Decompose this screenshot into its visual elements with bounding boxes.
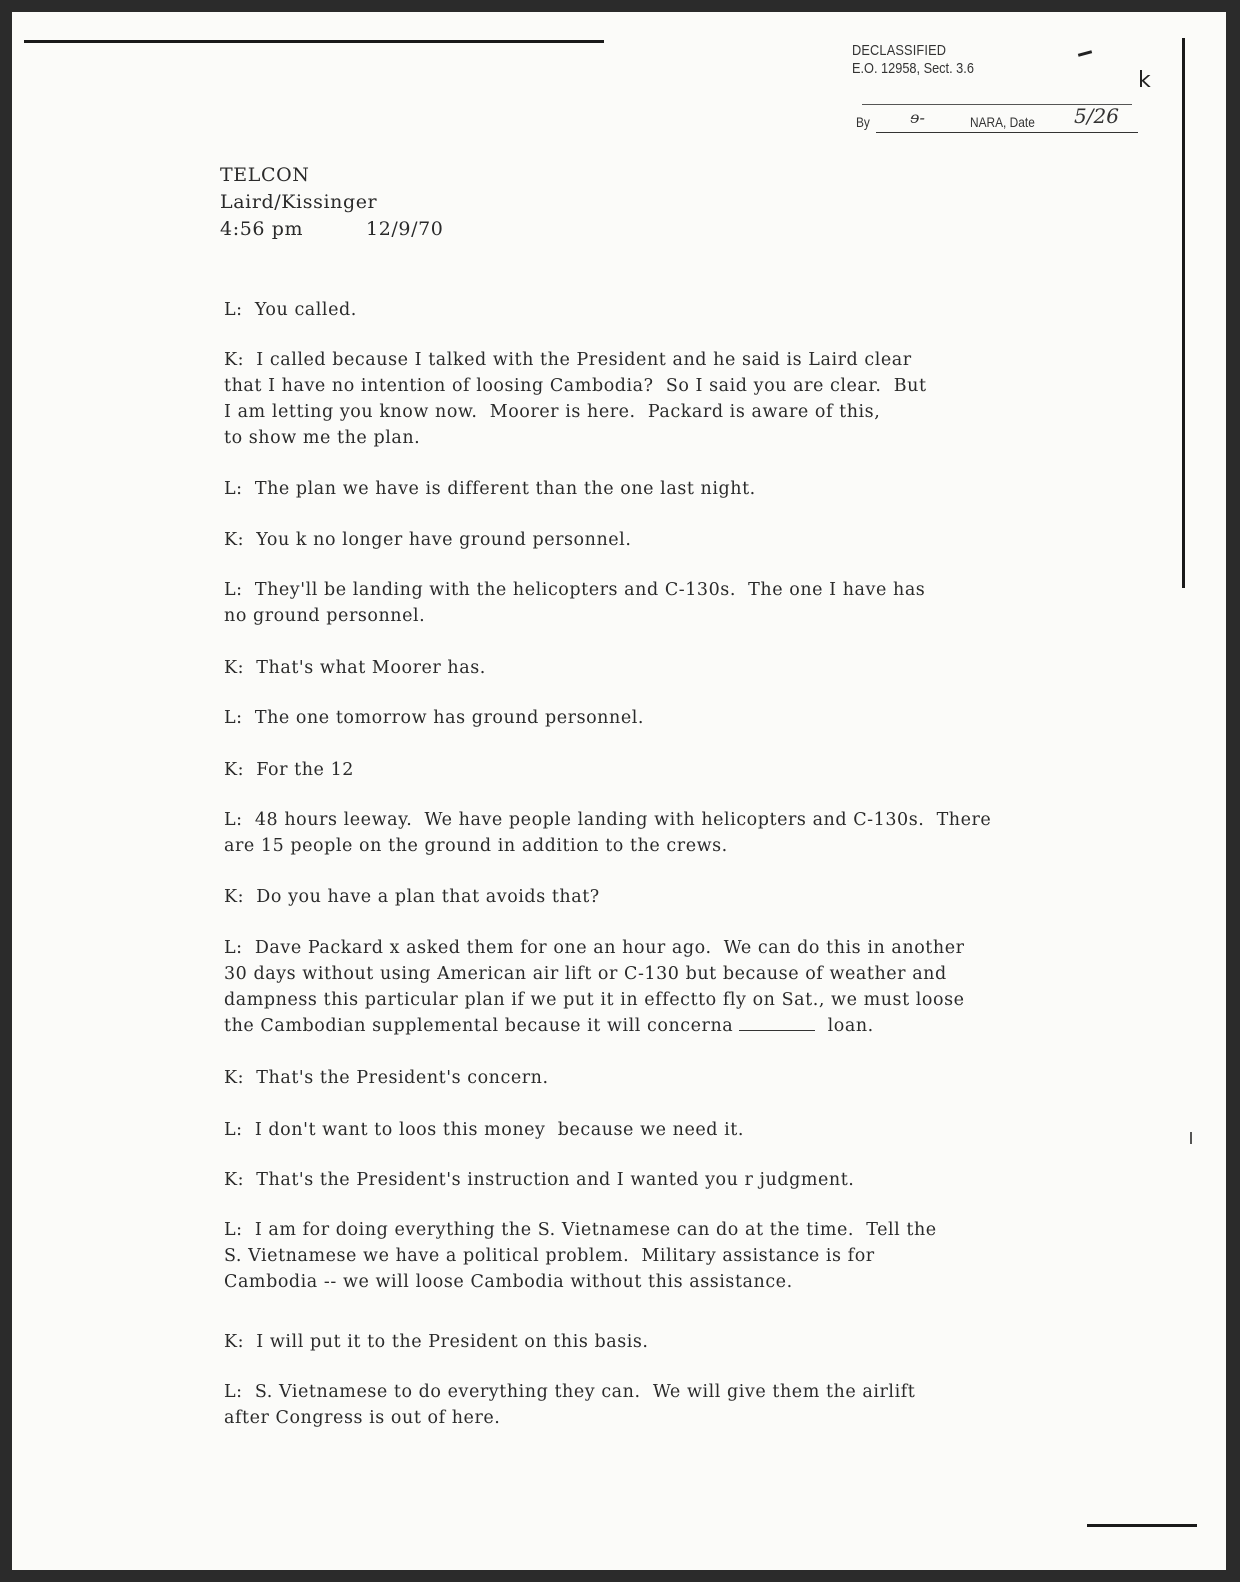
transcript-line: K: You k no longer have ground personnel. <box>224 530 632 550</box>
transcript-line: K: I called because I talked with the President and he said is Laird clear <box>224 350 912 370</box>
transcript-line: K: That's the President's instruction and I wanted you r judgment. <box>224 1170 855 1190</box>
margin-tick-mark <box>1190 1132 1192 1144</box>
transcript-line: no ground personnel. <box>224 606 426 626</box>
transcript-line: K: I will put it to the President on this basis. <box>224 1332 649 1352</box>
transcript-line: 30 days without using American air lift or C-130 but because of weather and <box>224 964 947 984</box>
stamp-signature-line <box>876 132 1138 133</box>
transcript-line: I am letting you know now. Moorer is here. Packard is aware of this, <box>224 402 881 422</box>
transcript-line: S. Vietnamese we have a political problem. Military assistance is for <box>224 1246 875 1266</box>
transcript-line: L: You called. <box>224 300 357 320</box>
transcript-line: K: That's what Moorer has. <box>224 658 486 678</box>
transcript-line: to show me the plan. <box>224 428 421 448</box>
telcon-header <box>220 162 443 243</box>
call-date: 12/9/70 <box>366 218 444 240</box>
transcript-line: Cambodia -- we will loose Cambodia without this assistance. <box>224 1272 793 1292</box>
transcript-line: dampness this particular plan if we put it in effectto fly on Sat., we must loose <box>224 990 965 1010</box>
transcript-line: L: Dave Packard x asked them for one an hour ago. We can do this in another <box>224 938 965 958</box>
document-title: TELCON <box>220 164 310 186</box>
transcript-line: K: For the 12 <box>224 760 354 780</box>
transcript-line: L: The plan we have is different than the one last night. <box>224 479 756 499</box>
transcript-line: K: Do you have a plan that avoids that? <box>224 887 600 907</box>
transcript-line: L: The one tomorrow has ground personnel. <box>224 708 644 728</box>
transcript-line: K: That's the President's concern. <box>224 1068 549 1088</box>
transcript-line-text: the Cambodian supplemental because it will concerna <box>224 1016 734 1036</box>
call-parties: Laird/Kissinger <box>220 191 378 213</box>
stamp-by-row <box>852 104 1137 136</box>
transcript-line: after Congress is out of here. <box>224 1408 501 1428</box>
transcript-line: L: S. Vietnamese to do everything they can. We will give them the airlift <box>224 1382 916 1402</box>
stamp-side-mark: k <box>1138 68 1151 93</box>
transcript-line-text: loan. <box>827 1016 874 1036</box>
declassification-stamp <box>852 42 1142 142</box>
bottom-rule-line <box>1087 1524 1197 1527</box>
call-time: 4:56 pm <box>220 218 304 240</box>
stamp-declassified-label: DECLASSIFIED <box>852 42 947 59</box>
right-margin-line <box>1182 38 1185 588</box>
transcript-line <box>224 1016 874 1036</box>
transcript-line: L: I don't want to loos this money because we need it. <box>224 1120 744 1140</box>
stamp-authority: E.O. 12958, Sect. 3.6 <box>852 60 974 77</box>
transcript-line: L: 48 hours leeway. We have people landing with helicopters and C-130s. There <box>224 810 992 830</box>
document-page <box>12 12 1226 1570</box>
call-datetime <box>220 216 443 243</box>
fill-in-blank <box>739 1016 815 1031</box>
transcript-line: L: They'll be landing with the helicopters and C-130s. The one I have has <box>224 580 926 600</box>
transcript-line: that I have no intention of loosing Cambodia? So I said you are clear. But <box>224 376 927 396</box>
transcript-line: are 15 people on the ground in addition to the crews. <box>224 836 728 856</box>
stamp-by-initials: ɘ‐ <box>910 108 925 127</box>
top-rule-line <box>24 40 604 43</box>
stamp-by-label: By <box>856 114 870 130</box>
stamp-nara-date-label: NARA, Date <box>970 114 1035 130</box>
transcript-line: L: I am for doing everything the S. Vietnamese can do at the time. Tell the <box>224 1220 937 1240</box>
stamp-date-value: 5/26 <box>1074 104 1119 128</box>
